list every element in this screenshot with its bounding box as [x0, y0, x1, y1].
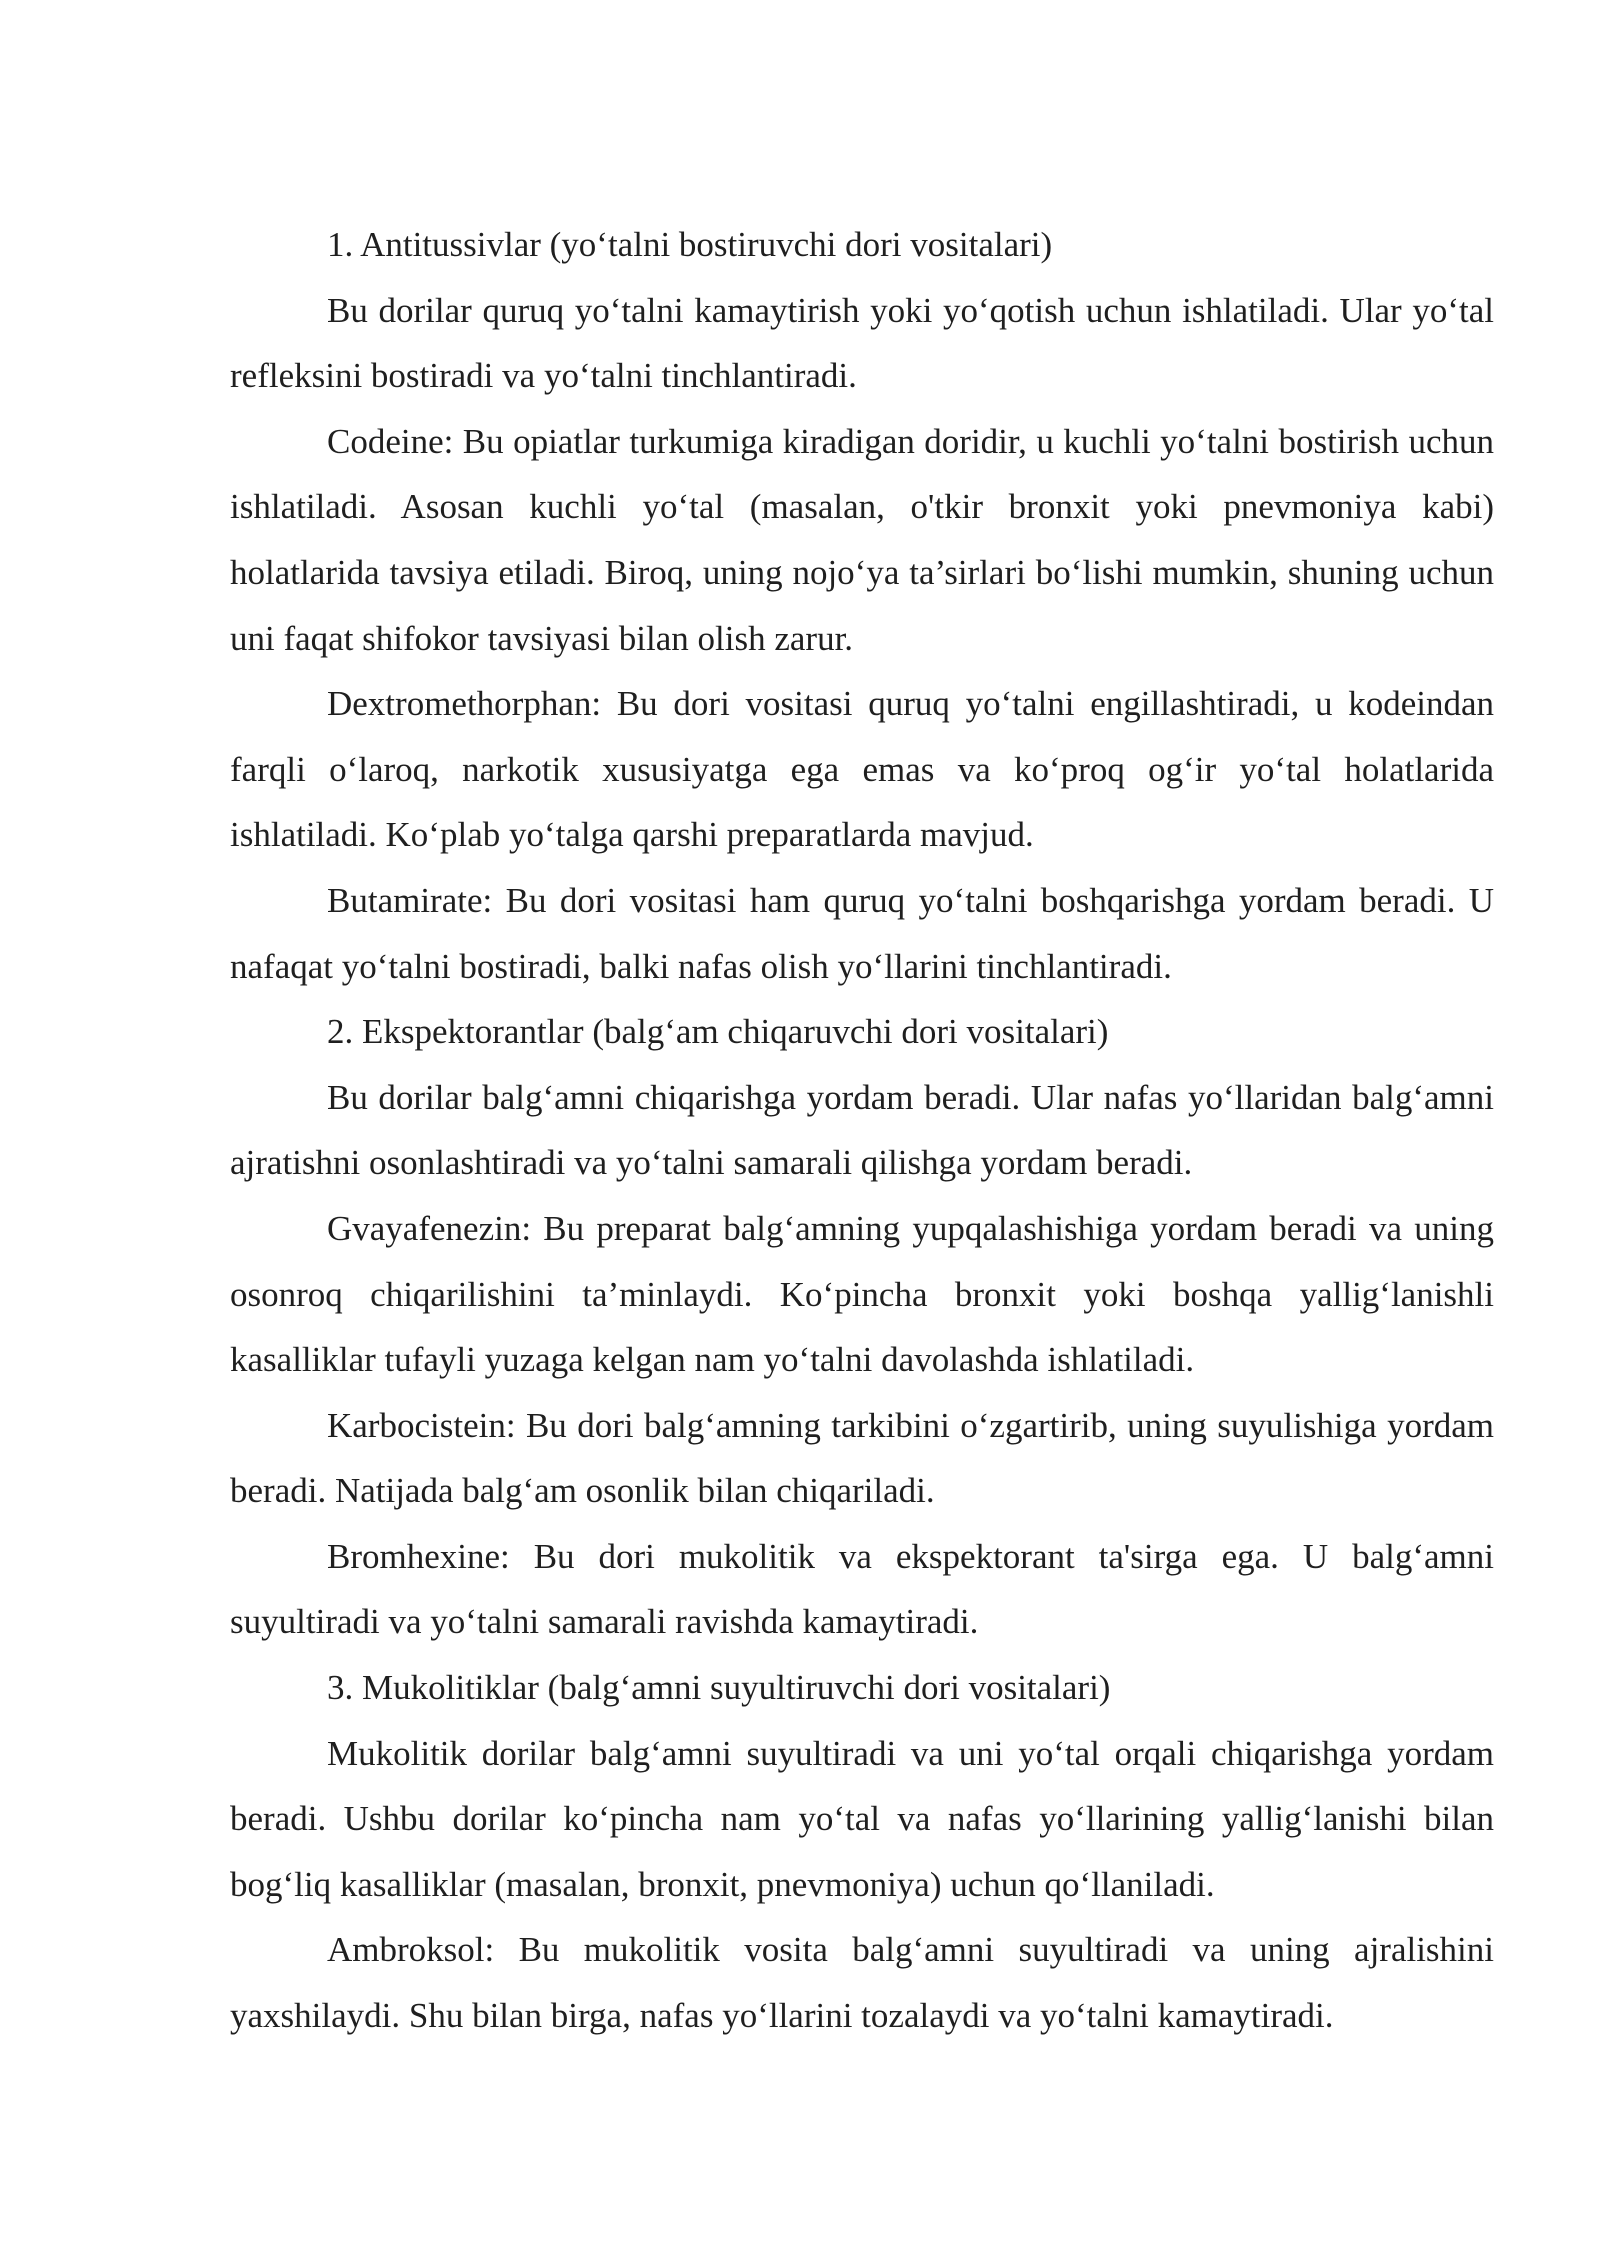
- paragraph-antitussives-intro: Bu dorilar quruq yo‘talni kamaytirish yoki yo‘qotish uchun ishlatiladi. Ular yo‘tal refleksini bostiradi va yo‘talni tinchlantiradi.: [230, 290, 1494, 396]
- section-heading-antitussives: 1. Antitussivlar (yo‘talni bostiruvchi dori vositalari): [327, 225, 1053, 264]
- paragraph-codeine: Codeine: Bu opiatlar turkumiga kiradigan doridir, u kuchli yo‘talni bostirish uchun ishlatiladi. Asosan kuchli yo‘tal (masalan, o'tkir bronxit yoki pnevmoniya kabi) holatlarida tavsiya etiladi. Biroq, uning nojo‘ya ta’sirlari bo‘lishi mumkin, shuning uchun uni faqat shifokor tavsiyasi bilan olish zarur.: [230, 421, 1494, 658]
- paragraph-bromhexine: Bromhexine: Bu dori mukolitik va ekspektorant ta'sirga ega. U balg‘amni suyultiradi va yo‘talni samarali ravishda kamaytiradi.: [230, 1536, 1494, 1642]
- paragraph-mucolytics-intro: Mukolitik dorilar balg‘amni suyultiradi va uni yo‘tal orqali chiqarishga yordam beradi. Ushbu dorilar ko‘pincha nam yo‘tal va nafas yo‘llarining yallig‘lanishi bilan bog‘liq kasalliklar (masalan, bronxit, pnevmoniya) uchun qo‘llaniladi.: [230, 1733, 1494, 1904]
- paragraph-ambroxol: Ambroksol: Bu mukolitik vosita balg‘amni suyultiradi va uning ajralishini yaxshilaydi. Shu bilan birga, nafas yo‘llarini tozalaydi va yo‘talni kamaytiradi.: [230, 1930, 1494, 2036]
- document-page: [230, 212, 1494, 2049]
- section-heading-mucolytics: 3. Mukolitiklar (balg‘amni suyultiruvchi dori vositalari): [327, 1668, 1111, 1708]
- paragraph-carbocisteine: Karbocistein: Bu dori balg‘amning tarkibini o‘zgartirib, uning suyulishiga yordam beradi. Natijada balg‘am osonlik bilan chiqariladi.: [230, 1405, 1494, 1511]
- paragraph-butamirate: Butamirate: Bu dori vositasi ham quruq yo‘talni boshqarishga yordam beradi. U nafaqat yo‘talni bostiradi, balki nafas olish yo‘llarini tinchlantiradi.: [230, 880, 1494, 986]
- paragraph-expectorants-intro: Bu dorilar balg‘amni chiqarishga yordam beradi. Ular nafas yo‘llaridan balg‘amni ajratishni osonlashtiradi va yo‘talni samarali qilishga yordam beradi.: [230, 1077, 1494, 1183]
- section-heading-expectorants: 2. Ekspektorantlar (balg‘am chiqaruvchi dori vositalari): [327, 1012, 1109, 1052]
- paragraph-guaifenesin: Gvayafenezin: Bu preparat balg‘amning yupqalashishiga yordam beradi va uning osonroq chiqarilishini ta’minlaydi. Ko‘pincha bronxit yoki boshqa yallig‘lanishli kasalliklar tufayli yuzaga kelgan nam yo‘talni davolashda ishlatiladi.: [230, 1208, 1494, 1380]
- paragraph-dextromethorphan: Dextromethorphan: Bu dori vositasi quruq yo‘talni engillashtiradi, u kodeindan farqli o‘laroq, narkotik xususiyatga ega emas va ko‘proq og‘ir yo‘tal holatlarida ishlatiladi. Ko‘plab yo‘talga qarshi preparatlarda mavjud.: [230, 684, 1494, 855]
